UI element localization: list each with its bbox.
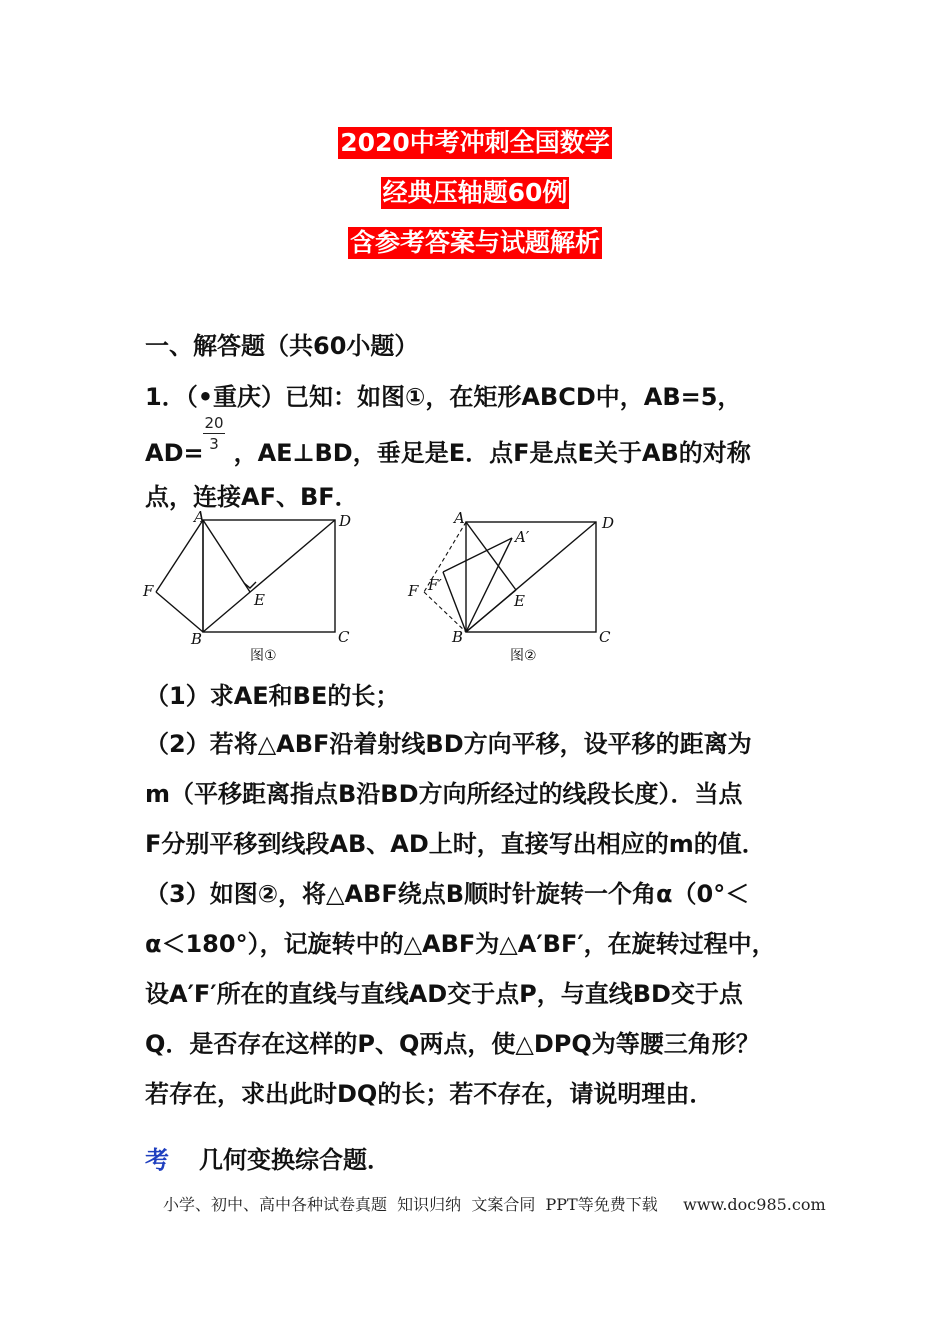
question-3-line-2: α＜180°），记旋转中的△ABF为△A′BF′，在旋转过程中， (145, 930, 776, 958)
kao-label: 考 (145, 1146, 169, 1174)
problem-line-2-rest: ，AE⊥BD，垂足是E．点F是点E关于AB的对称 (233, 439, 751, 467)
problem-line-3: 点，连接AF、BF． (145, 483, 359, 511)
kao-text: 几何变换综合题． (199, 1146, 391, 1174)
fraction-20-over-3 (203, 414, 225, 453)
fig2-label-a-prime: A′ (515, 528, 530, 546)
fig2-label-e: E (514, 592, 525, 610)
fig2-label-f-prime: F′ (428, 576, 442, 594)
doc-title-line-3: 含参考答案与试题解析 (349, 228, 600, 257)
fig1-label-a: A (194, 510, 205, 526)
question-2-line-1: （2）若将△ABF沿着射线BD方向平移，设平移的距离为 (145, 730, 752, 758)
problem-line-2-prefix: AD= (145, 439, 204, 467)
question-2-line-2: m（平移距离指点B沿BD方向所经过的线段长度）．当点 (145, 780, 743, 808)
fig1-caption: 图① (250, 648, 277, 664)
fig2-caption: 图② (510, 648, 537, 664)
fig2-label-b: B (452, 628, 464, 646)
question-2-line-3: F分别平移到线段AB、AD上时，直接写出相应的m的值． (145, 830, 766, 858)
fig1-label-d: D (339, 512, 352, 530)
question-1: （1）求AE和BE的长； (145, 682, 400, 710)
fig1-label-c: C (338, 628, 350, 646)
fig2-label-a: A (454, 510, 465, 527)
fig2-label-c: C (599, 628, 611, 646)
figure-1 (138, 510, 368, 674)
question-3-line-5: 若存在，求出此时DQ的长；若不存在，请说明理由． (145, 1080, 714, 1108)
section-heading: 一、解答题（共60小题） (145, 332, 419, 360)
fig1-label-b: B (191, 630, 203, 648)
question-3-line-4: Q．是否存在这样的P、Q两点，使△DPQ为等腰三角形？ (145, 1030, 760, 1058)
fig1-label-f: F (143, 582, 154, 600)
fraction-denominator: 3 (209, 435, 219, 453)
question-3-line-1: （3）如图②，将△ABF绕点B顺时针旋转一个角α（0°＜ (145, 880, 750, 908)
fraction-numerator: 20 (204, 414, 224, 432)
figure-2 (398, 510, 628, 674)
kao-point (145, 1140, 391, 1175)
problem-line-2 (145, 433, 751, 468)
problem-line-1: 1．（•重庆）已知：如图①，在矩形ABCD中，AB=5， (145, 383, 742, 411)
fig1-label-e: E (254, 591, 265, 609)
fig2-label-f: F (408, 582, 419, 600)
doc-title-line-1: 2020中考冲刺全国数学 (340, 128, 610, 157)
page-footer: 小学、初中、高中各种试卷真题 知识归纳 文案合同 PPT等免费下载 www.doc985.com (163, 1195, 826, 1214)
fig2-label-d: D (602, 514, 615, 532)
doc-title-line-2: 经典压轴题60例 (382, 178, 568, 207)
question-3-line-3: 设A′F′所在的直线与直线AD交于点P，与直线BD交于点 (145, 980, 743, 1008)
